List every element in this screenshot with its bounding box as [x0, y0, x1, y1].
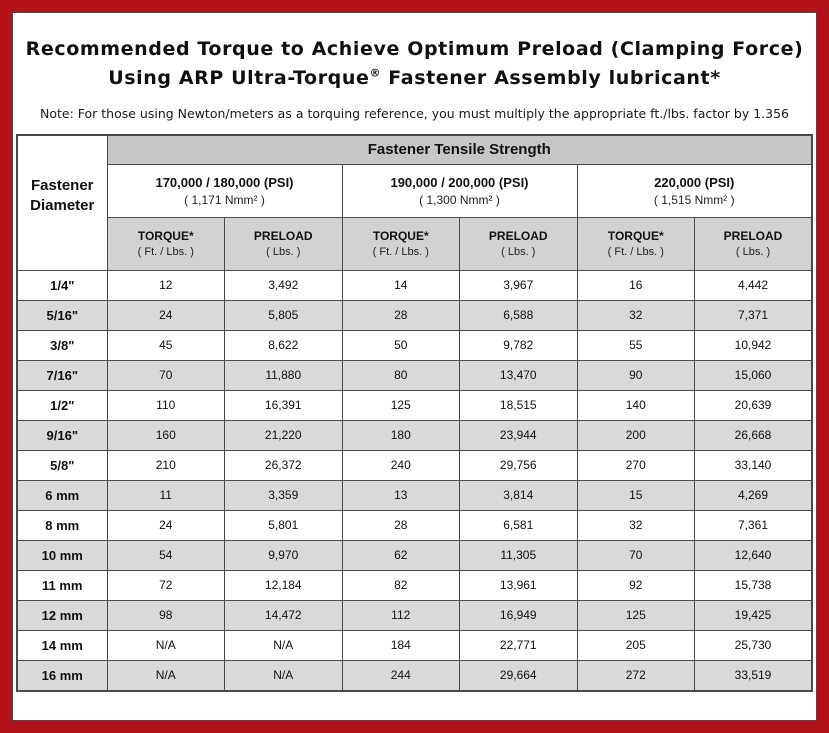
page-title-line1: Recommended Torque to Achieve Optimum Preload (Clamping Force): [25, 38, 804, 60]
preload-header-1: [225, 217, 343, 270]
torque-value-cell: 24: [107, 300, 225, 330]
preload-value-cell: 3,814: [460, 480, 578, 510]
psi-group-190-label: 190,000 / 200,000 (PSI): [390, 174, 529, 190]
torque-value-cell: 62: [342, 540, 460, 570]
preload-value-cell: 3,967: [460, 270, 578, 300]
preload-value-cell: 29,756: [460, 450, 578, 480]
tensile-strength-header-row: [17, 135, 812, 165]
torque-label: TORQUE*: [607, 229, 664, 244]
preload-value-cell: N/A: [225, 630, 343, 660]
table-row: [17, 540, 812, 570]
torque-value-cell: 82: [342, 570, 460, 600]
fastener-diameter-header: Fastener Diameter: [17, 135, 107, 271]
torque-value-cell: N/A: [107, 660, 225, 691]
torque-value-cell: 125: [577, 600, 695, 630]
preload-value-cell: 15,738: [695, 570, 813, 600]
table-body: [17, 270, 812, 691]
torque-value-cell: 45: [107, 330, 225, 360]
preload-value-cell: 29,664: [460, 660, 578, 691]
psi-group-170-nmm: ( 1,171 Nmm² ): [184, 192, 265, 207]
torque-value-cell: 28: [342, 300, 460, 330]
torque-header-2: [342, 217, 460, 270]
table-row: [17, 480, 812, 510]
preload-header-3: [695, 217, 813, 270]
torque-value-cell: 270: [577, 450, 695, 480]
torque-value-cell: 15: [577, 480, 695, 510]
torque-value-cell: 13: [342, 480, 460, 510]
torque-value-cell: 98: [107, 600, 225, 630]
preload-value-cell: 13,961: [460, 570, 578, 600]
table-row: [17, 420, 812, 450]
torque-label: TORQUE*: [137, 229, 194, 244]
preload-value-cell: 9,782: [460, 330, 578, 360]
preload-value-cell: 6,581: [460, 510, 578, 540]
preload-value-cell: 12,640: [695, 540, 813, 570]
preload-value-cell: 33,140: [695, 450, 813, 480]
psi-group-190-nmm: ( 1,300 Nmm² ): [419, 192, 500, 207]
preload-value-cell: 4,269: [695, 480, 813, 510]
psi-group-170-label: 170,000 / 180,000 (PSI): [155, 174, 294, 190]
preload-value-cell: 8,622: [225, 330, 343, 360]
torque-value-cell: 50: [342, 330, 460, 360]
torque-value-cell: 12: [107, 270, 225, 300]
torque-value-cell: N/A: [107, 630, 225, 660]
torque-header-1: [107, 217, 225, 270]
diameter-cell: 14 mm: [17, 630, 107, 660]
preload-value-cell: 20,639: [695, 390, 813, 420]
torque-value-cell: 160: [107, 420, 225, 450]
preload-value-cell: 19,425: [695, 600, 813, 630]
preload-value-cell: 18,515: [460, 390, 578, 420]
preload-value-cell: 4,442: [695, 270, 813, 300]
preload-value-cell: 3,492: [225, 270, 343, 300]
diameter-cell: 6 mm: [17, 480, 107, 510]
preload-value-cell: 14,472: [225, 600, 343, 630]
psi-group-170: [107, 164, 342, 217]
diameter-cell: 12 mm: [17, 600, 107, 630]
preload-value-cell: 6,588: [460, 300, 578, 330]
torque-label: TORQUE*: [372, 229, 429, 244]
torque-header-3: [577, 217, 695, 270]
diameter-cell: 11 mm: [17, 570, 107, 600]
title-line2-text: Using ARP Ultra-Torque: [108, 67, 370, 90]
torque-value-cell: 72: [107, 570, 225, 600]
torque-value-cell: 14: [342, 270, 460, 300]
tensile-strength-header: Fastener Tensile Strength: [107, 135, 812, 165]
torque-unit: ( Ft. / Lbs. ): [607, 246, 664, 259]
diameter-cell: 10 mm: [17, 540, 107, 570]
table-row: [17, 630, 812, 660]
preload-header-2: [460, 217, 578, 270]
diameter-cell: 5/8": [17, 450, 107, 480]
table-row: [17, 510, 812, 540]
torque-value-cell: 272: [577, 660, 695, 691]
preload-value-cell: 12,184: [225, 570, 343, 600]
torque-value-cell: 240: [342, 450, 460, 480]
preload-value-cell: 22,771: [460, 630, 578, 660]
preload-value-cell: 16,391: [225, 390, 343, 420]
torque-value-cell: 200: [577, 420, 695, 450]
preload-value-cell: 26,372: [225, 450, 343, 480]
table-row: [17, 600, 812, 630]
preload-value-cell: 3,359: [225, 480, 343, 510]
torque-table: [16, 134, 813, 692]
diameter-cell: 16 mm: [17, 660, 107, 691]
diameter-cell: 1/2": [17, 390, 107, 420]
page-title: [16, 35, 813, 94]
torque-value-cell: 140: [577, 390, 695, 420]
preload-value-cell: 26,668: [695, 420, 813, 450]
torque-value-cell: 16: [577, 270, 695, 300]
preload-value-cell: N/A: [225, 660, 343, 691]
psi-group-220-nmm: ( 1,515 Nmm² ): [653, 192, 735, 207]
preload-value-cell: 9,970: [225, 540, 343, 570]
psi-group-header-row: [17, 164, 812, 217]
torque-value-cell: 28: [342, 510, 460, 540]
torque-value-cell: 70: [577, 540, 695, 570]
preload-value-cell: 21,220: [225, 420, 343, 450]
diameter-cell: 3/8": [17, 330, 107, 360]
page-title-line2: [16, 64, 813, 93]
table-row: [17, 270, 812, 300]
torque-value-cell: 205: [577, 630, 695, 660]
torque-value-cell: 24: [107, 510, 225, 540]
torque-preload-header-row: [17, 217, 812, 270]
diameter-cell: 8 mm: [17, 510, 107, 540]
torque-value-cell: 125: [342, 390, 460, 420]
torque-value-cell: 80: [342, 360, 460, 390]
preload-value-cell: 13,470: [460, 360, 578, 390]
preload-unit: ( Lbs. ): [501, 246, 536, 259]
torque-unit: ( Ft. / Lbs. ): [372, 246, 429, 259]
preload-label: PRELOAD: [488, 229, 548, 244]
diameter-cell: 9/16": [17, 420, 107, 450]
preload-value-cell: 25,730: [695, 630, 813, 660]
registered-trademark-symbol: ®: [369, 67, 382, 81]
psi-group-220: [577, 164, 812, 217]
preload-value-cell: 5,801: [225, 510, 343, 540]
preload-value-cell: 7,361: [695, 510, 813, 540]
preload-value-cell: 5,805: [225, 300, 343, 330]
torque-value-cell: 110: [107, 390, 225, 420]
torque-value-cell: 90: [577, 360, 695, 390]
torque-value-cell: 11: [107, 480, 225, 510]
preload-label: PRELOAD: [723, 229, 783, 244]
preload-value-cell: 16,949: [460, 600, 578, 630]
torque-value-cell: 70: [107, 360, 225, 390]
torque-value-cell: 55: [577, 330, 695, 360]
table-row: [17, 300, 812, 330]
torque-value-cell: 92: [577, 570, 695, 600]
table-row: [17, 390, 812, 420]
preload-value-cell: 10,942: [695, 330, 813, 360]
psi-group-190: [342, 164, 577, 217]
preload-value-cell: 11,305: [460, 540, 578, 570]
table-row: [17, 450, 812, 480]
diameter-cell: 1/4": [17, 270, 107, 300]
torque-value-cell: 32: [577, 510, 695, 540]
preload-value-cell: 7,371: [695, 300, 813, 330]
preload-value-cell: 23,944: [460, 420, 578, 450]
torque-unit: ( Ft. / Lbs. ): [137, 246, 194, 259]
preload-unit: ( Lbs. ): [266, 246, 301, 259]
torque-value-cell: 180: [342, 420, 460, 450]
preload-label: PRELOAD: [253, 229, 313, 244]
torque-value-cell: 210: [107, 450, 225, 480]
title-line2-text-cont: Fastener Assembly lubricant*: [381, 67, 721, 90]
torque-value-cell: 244: [342, 660, 460, 691]
preload-value-cell: 33,519: [695, 660, 813, 691]
diameter-cell: 7/16": [17, 360, 107, 390]
torque-value-cell: 54: [107, 540, 225, 570]
preload-value-cell: 11,880: [225, 360, 343, 390]
torque-value-cell: 184: [342, 630, 460, 660]
table-row: [17, 660, 812, 691]
conversion-note: Note: For those using Newton/meters as a torquing reference, you must multiply the appropriate ft./lbs. factor by 1.356: [39, 105, 789, 121]
psi-group-220-label: 220,000 (PSI): [654, 174, 735, 190]
torque-value-cell: 112: [342, 600, 460, 630]
table-row: [17, 570, 812, 600]
table-row: [17, 360, 812, 390]
diameter-cell: 5/16": [17, 300, 107, 330]
preload-unit: ( Lbs. ): [735, 246, 771, 259]
torque-value-cell: 32: [577, 300, 695, 330]
table-row: [17, 330, 812, 360]
preload-value-cell: 15,060: [695, 360, 813, 390]
content-panel: [12, 12, 817, 721]
